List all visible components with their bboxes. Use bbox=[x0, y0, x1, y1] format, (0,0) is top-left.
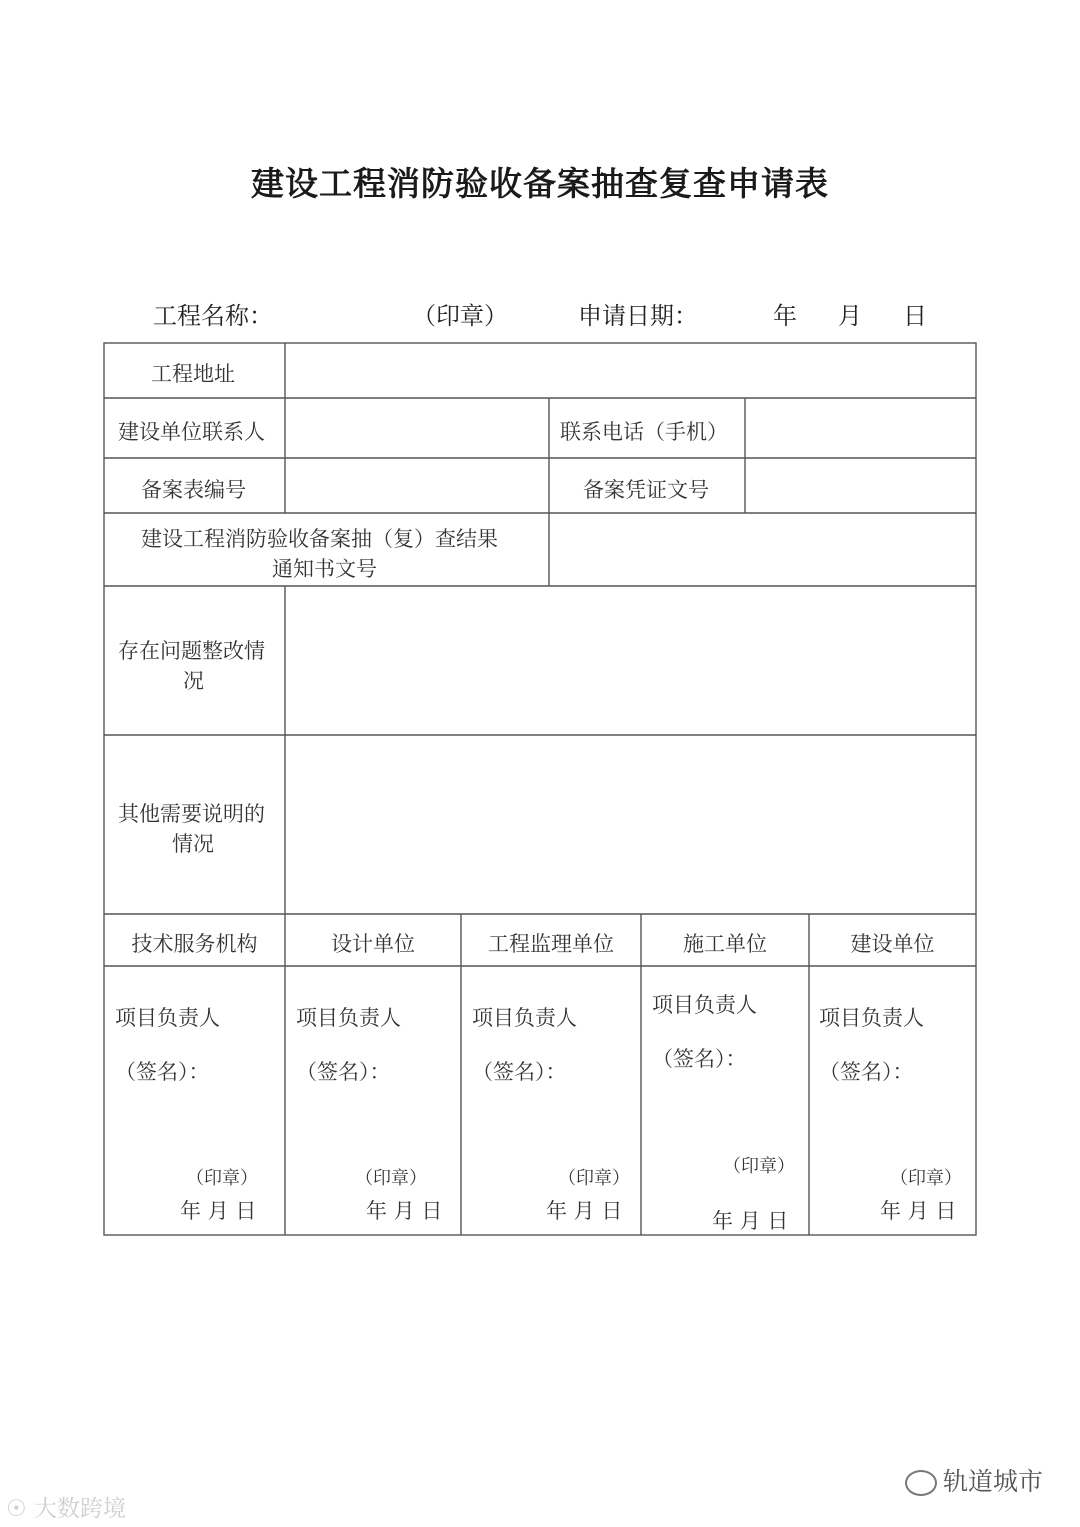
signature-date: 年 月 日 bbox=[180, 1199, 257, 1223]
project-name-label: 工程名称： bbox=[153, 302, 273, 330]
contact-label: 建设单位联系人 bbox=[118, 420, 265, 444]
signature-sign: （签名）： bbox=[819, 1060, 914, 1084]
record-no-label: 备案表编号 bbox=[141, 478, 246, 502]
unit-construction: 施工单位 bbox=[683, 932, 767, 956]
rectify-label-line2: 况 bbox=[183, 669, 204, 693]
date-day: 日 bbox=[903, 302, 927, 330]
signature-date: 年 月 日 bbox=[712, 1209, 789, 1233]
signature-person: 项目负责人 bbox=[472, 1006, 577, 1030]
signature-seal: （印章） bbox=[723, 1156, 795, 1177]
signature-person: 项目负责人 bbox=[296, 1006, 401, 1030]
signature-date: 年 月 日 bbox=[546, 1199, 623, 1223]
signature-date: 年 月 日 bbox=[366, 1199, 443, 1223]
unit-supervision: 工程监理单位 bbox=[488, 932, 614, 956]
signature-sign: （签名）： bbox=[652, 1047, 747, 1071]
voucher-no-label: 备案凭证文号 bbox=[583, 478, 709, 502]
other-label-line2: 情况 bbox=[172, 832, 214, 856]
signature-seal: （印章） bbox=[186, 1168, 258, 1189]
apply-date-label: 申请日期： bbox=[578, 302, 698, 330]
unit-design: 设计单位 bbox=[331, 932, 415, 956]
watermark-left-text: 大数跨境 bbox=[33, 1496, 126, 1522]
signature-sign: （签名）： bbox=[472, 1060, 567, 1084]
signature-date: 年 月 日 bbox=[880, 1199, 957, 1223]
unit-tech-service: 技术服务机构 bbox=[131, 932, 258, 956]
result-notice-label-line2: 通知书文号 bbox=[272, 557, 377, 581]
form-title: 建设工程消防验收备案抽查复查申请表 bbox=[251, 164, 829, 203]
signature-person: 项目负责人 bbox=[115, 1006, 220, 1030]
header-seal: （印章） bbox=[412, 302, 508, 330]
watermark-logo-icon: ☉ bbox=[6, 1496, 34, 1522]
wechat-icon bbox=[905, 1470, 937, 1496]
signature-seal: （印章） bbox=[558, 1168, 630, 1189]
result-notice-label-line1: 建设工程消防验收备案抽（复）查结果 bbox=[141, 527, 498, 551]
address-label: 工程地址 bbox=[151, 362, 235, 386]
signature-sign: （签名）： bbox=[115, 1060, 210, 1084]
signature-person: 项目负责人 bbox=[652, 993, 757, 1017]
signature-sign: （签名）： bbox=[296, 1060, 391, 1084]
signature-seal: （印章） bbox=[890, 1168, 962, 1189]
other-label-line1: 其他需要说明的 bbox=[118, 802, 265, 826]
watermark-right bbox=[905, 1462, 1043, 1498]
watermark-right-text: 轨道城市 bbox=[943, 1467, 1044, 1496]
watermark-left bbox=[6, 1490, 126, 1523]
unit-owner: 建设单位 bbox=[850, 932, 935, 956]
signature-seal: （印章） bbox=[355, 1168, 427, 1189]
signature-person: 项目负责人 bbox=[819, 1006, 924, 1030]
date-month: 月 bbox=[838, 302, 862, 330]
phone-label: 联系电话（手机） bbox=[560, 420, 728, 444]
rectify-label-line1: 存在问题整改情 bbox=[118, 639, 265, 663]
date-year: 年 bbox=[773, 302, 797, 330]
